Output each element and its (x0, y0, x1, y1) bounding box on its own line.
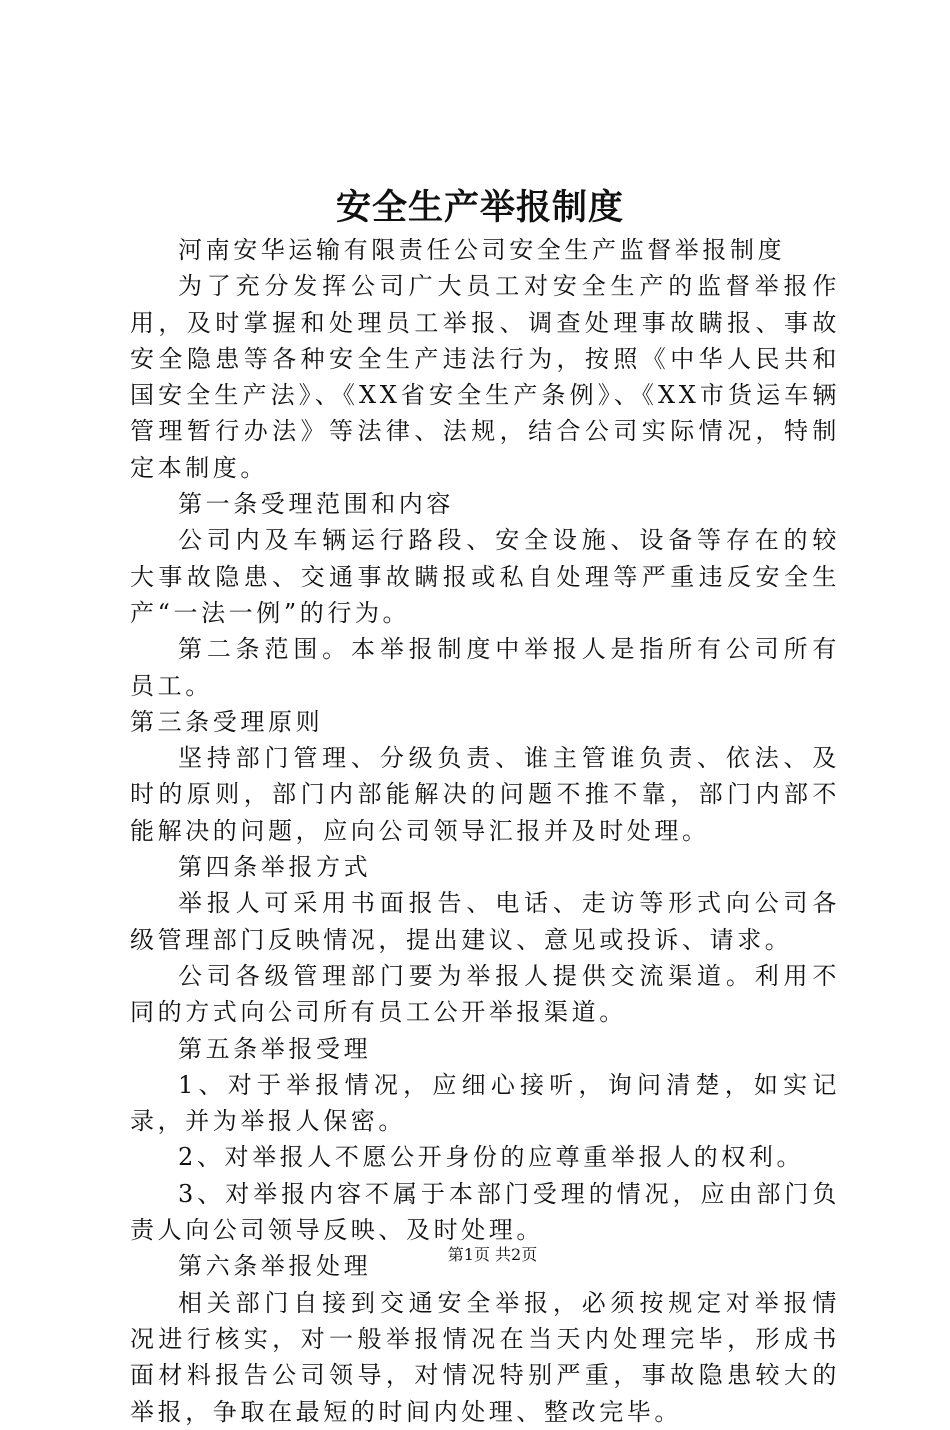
document-title: 安全生产举报制度 (335, 187, 624, 228)
paragraph-article-1: 公司内及车辆运行路段、安全设施、设备等存在的较大事故隐患、交通事故瞒报或私自处理等严重违反安全生产“一法一例”的行为。 (130, 526, 840, 627)
paragraph-intro: 为了充分发挥公司广大员工对安全生产的监督举报作用，及时掌握和处理员工举报、调查处理事故瞒报、事故安全隐患等各种安全生产违法行为，按照《中华人民共和国安全生产法》、《XX省安全生产条例》、《XX市货运车辆管理暂行办法》等法律、法规，结合公司实际情况，特制定本制度。 (130, 272, 840, 482)
article-heading-1: 第一条受理范围和内容 (178, 490, 454, 519)
paragraph-article-5-item-2: 2、对举报人不愿公开身份的应尊重举报人的权利。 (178, 1143, 805, 1172)
document-subtitle: 河南安华运输有限责任公司安全生产监督举报制度 (178, 236, 786, 264)
paragraph-article-5-item-1: 1、对于举报情况，应细心接听，询问清楚，如实记录，并为举报人保密。 (130, 1070, 840, 1136)
page-footer: 第1页 共2页 (447, 1245, 538, 1264)
paragraph-article-5-item-3: 3、对举报内容不属于本部门受理的情况，应由部门负责人向公司领导反映、及时处理。 (130, 1179, 840, 1245)
paragraph-article-4a: 举报人可采用书面报告、电话、走访等形式向公司各级管理部门反映情况，提出建议、意见或投诉、请求。 (130, 889, 840, 954)
paragraph-article-6: 相关部门自接到交通安全举报，必须按规定对举报情况进行核实，对一般举报情况在当天内处理完毕，形成书面材料报告公司领导，对情况特别严重，事故隐患较大的举报，争取在最短的时间内处理、整改完毕。 (130, 1288, 840, 1426)
article-heading-4: 第四条举报方式 (178, 853, 372, 882)
paragraph-article-4b: 公司各级管理部门要为举报人提供交流渠道。利用不同的方式向公司所有员工公开举报渠道。 (130, 961, 840, 1027)
article-heading-6: 第六条举报处理 (178, 1252, 372, 1281)
paragraph-article-3: 坚持部门管理、分级负责、谁主管谁负责、依法、及时的原则，部门内部能解决的问题不推不靠，部门内部不能解决的问题，应向公司领导汇报并及时处理。 (130, 744, 840, 845)
article-heading-5: 第五条举报受理 (178, 1034, 372, 1063)
paragraph-article-2: 第二条范围。本举报制度中举报人是指所有公司所有员工。 (130, 635, 840, 700)
article-heading-3: 第三条受理原则 (130, 707, 324, 736)
